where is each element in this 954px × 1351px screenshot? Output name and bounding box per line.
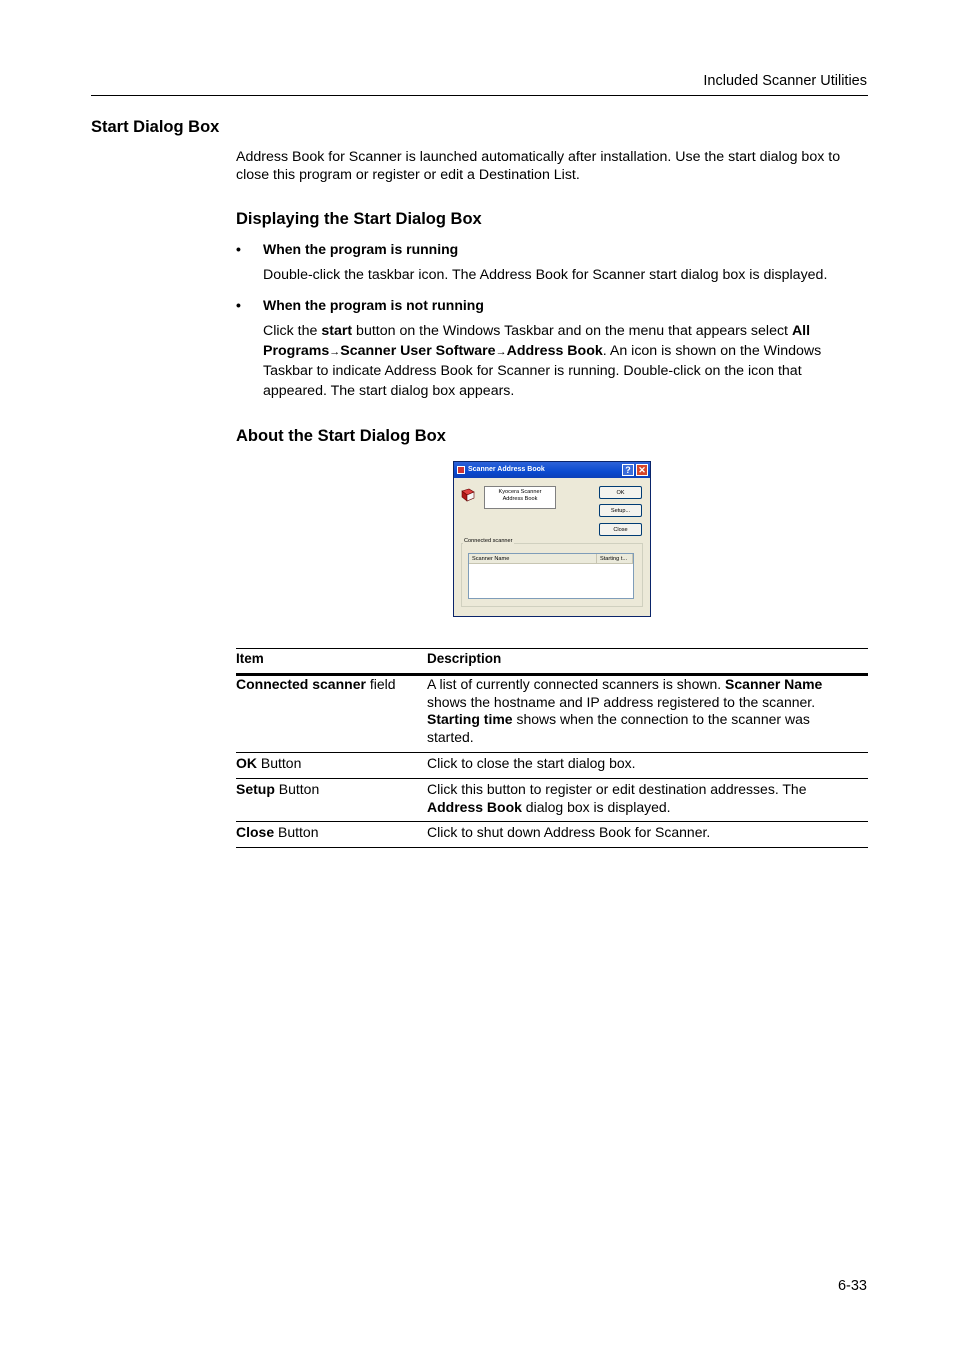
table-bottom-rule	[236, 847, 868, 848]
table-row-description	[427, 781, 847, 816]
table-row-item	[236, 676, 416, 694]
arrow-icon: →	[329, 345, 341, 358]
table-row-description	[427, 676, 847, 746]
column-scanner-name[interactable]: Scanner Name	[469, 554, 597, 564]
text-run: Click this button to register or edit destination addresses. The	[427, 781, 807, 797]
header-rule	[91, 95, 868, 96]
table-top-rule	[236, 648, 868, 649]
scanner-list[interactable]	[468, 553, 634, 599]
arrow-icon: →	[495, 345, 507, 358]
text-run: dialog box is displayed.	[521, 798, 671, 815]
column-starting-time[interactable]: Starting t...	[597, 554, 633, 564]
intro-paragraph: Address Book for Scanner is launched automatically after installation. Use the start dialog box to close this program or register or edit a Destination List.	[236, 149, 841, 183]
displaying-heading: Displaying the Start Dialog Box	[236, 210, 482, 228]
menu-all-programs: All Programs	[263, 323, 811, 359]
item-term: Setup	[236, 781, 275, 797]
table-row-rule	[236, 821, 868, 822]
menu-scanner-software: Scanner User Software	[340, 342, 496, 359]
not-running-label: When the program is not running	[263, 297, 484, 313]
page-number: 6-33	[837, 1278, 867, 1294]
text-run: A list of currently connected scanners is shown.	[427, 676, 726, 692]
item-suffix: Button	[274, 824, 319, 840]
table-row-item	[236, 755, 416, 773]
bullet-running	[236, 241, 458, 257]
item-suffix: Button	[257, 755, 302, 771]
table-row-rule	[236, 778, 868, 779]
address-book-icon	[460, 488, 476, 502]
close-button[interactable]: Close	[599, 523, 642, 536]
column-header-description: Description	[427, 651, 502, 666]
about-heading: About the Start Dialog Box	[236, 427, 446, 445]
item-term: Close	[236, 824, 275, 840]
not-running-text	[263, 322, 868, 401]
text-run: Click the	[263, 323, 322, 339]
table-row-item	[236, 824, 416, 842]
table-row-rule	[236, 752, 868, 753]
start-dialog-screenshot	[453, 461, 651, 617]
text-run: button on the Windows Taskbar and on the menu that appears select	[352, 323, 792, 339]
text-run: . An icon is shown on the Windows Taskbar to indicate Address Book for Scanner is running. Double-click on the icon that appeared. The start dialog box appears.	[263, 342, 822, 399]
bullet-not-running	[236, 297, 484, 313]
start-term: start	[321, 323, 353, 339]
brand-line: Address Book	[502, 496, 538, 502]
text-run: shows when the connection to the scanner was started.	[427, 711, 810, 745]
item-term: OK	[236, 755, 257, 771]
ok-button[interactable]: OK	[599, 486, 642, 499]
running-text: Double-click the taskbar icon. The Address Book for Scanner start dialog box is displayed.	[263, 267, 828, 283]
connected-scanner-label: Connected scanner	[464, 538, 513, 544]
text-run: shows the hostname and IP address registered to the scanner.	[427, 693, 816, 710]
table-row-description: Click to shut down Address Book for Scanner.	[427, 824, 711, 840]
close-window-button[interactable]: ✕	[636, 464, 648, 476]
running-label: When the program is running	[263, 241, 459, 257]
setup-button[interactable]: Setup...	[599, 504, 642, 517]
column-header-item: Item	[236, 651, 264, 666]
bullet-dot: •	[236, 297, 241, 313]
brand-box	[484, 486, 556, 509]
dialog-title-bar	[454, 462, 650, 478]
brand-line: Kyocera Scanner	[498, 489, 542, 495]
menu-address-book: Address Book	[506, 342, 603, 359]
help-button[interactable]: ?	[622, 464, 634, 476]
dialog-title: Scanner Address Book	[468, 466, 545, 473]
term: Address Book	[427, 798, 522, 815]
item-suffix: Button	[274, 781, 320, 797]
term: Starting time	[427, 711, 513, 727]
term: Scanner Name	[725, 676, 823, 692]
running-header: Included Scanner Utilities	[703, 73, 867, 89]
bullet-dot: •	[236, 241, 241, 257]
item-suffix: field	[365, 676, 396, 692]
table-row-description: Click to close the start dialog box.	[427, 755, 636, 771]
item-term: Connected scanner	[236, 676, 366, 692]
app-title-icon	[457, 466, 465, 474]
table-row-item	[236, 781, 416, 799]
section-title: Start Dialog Box	[91, 118, 220, 136]
